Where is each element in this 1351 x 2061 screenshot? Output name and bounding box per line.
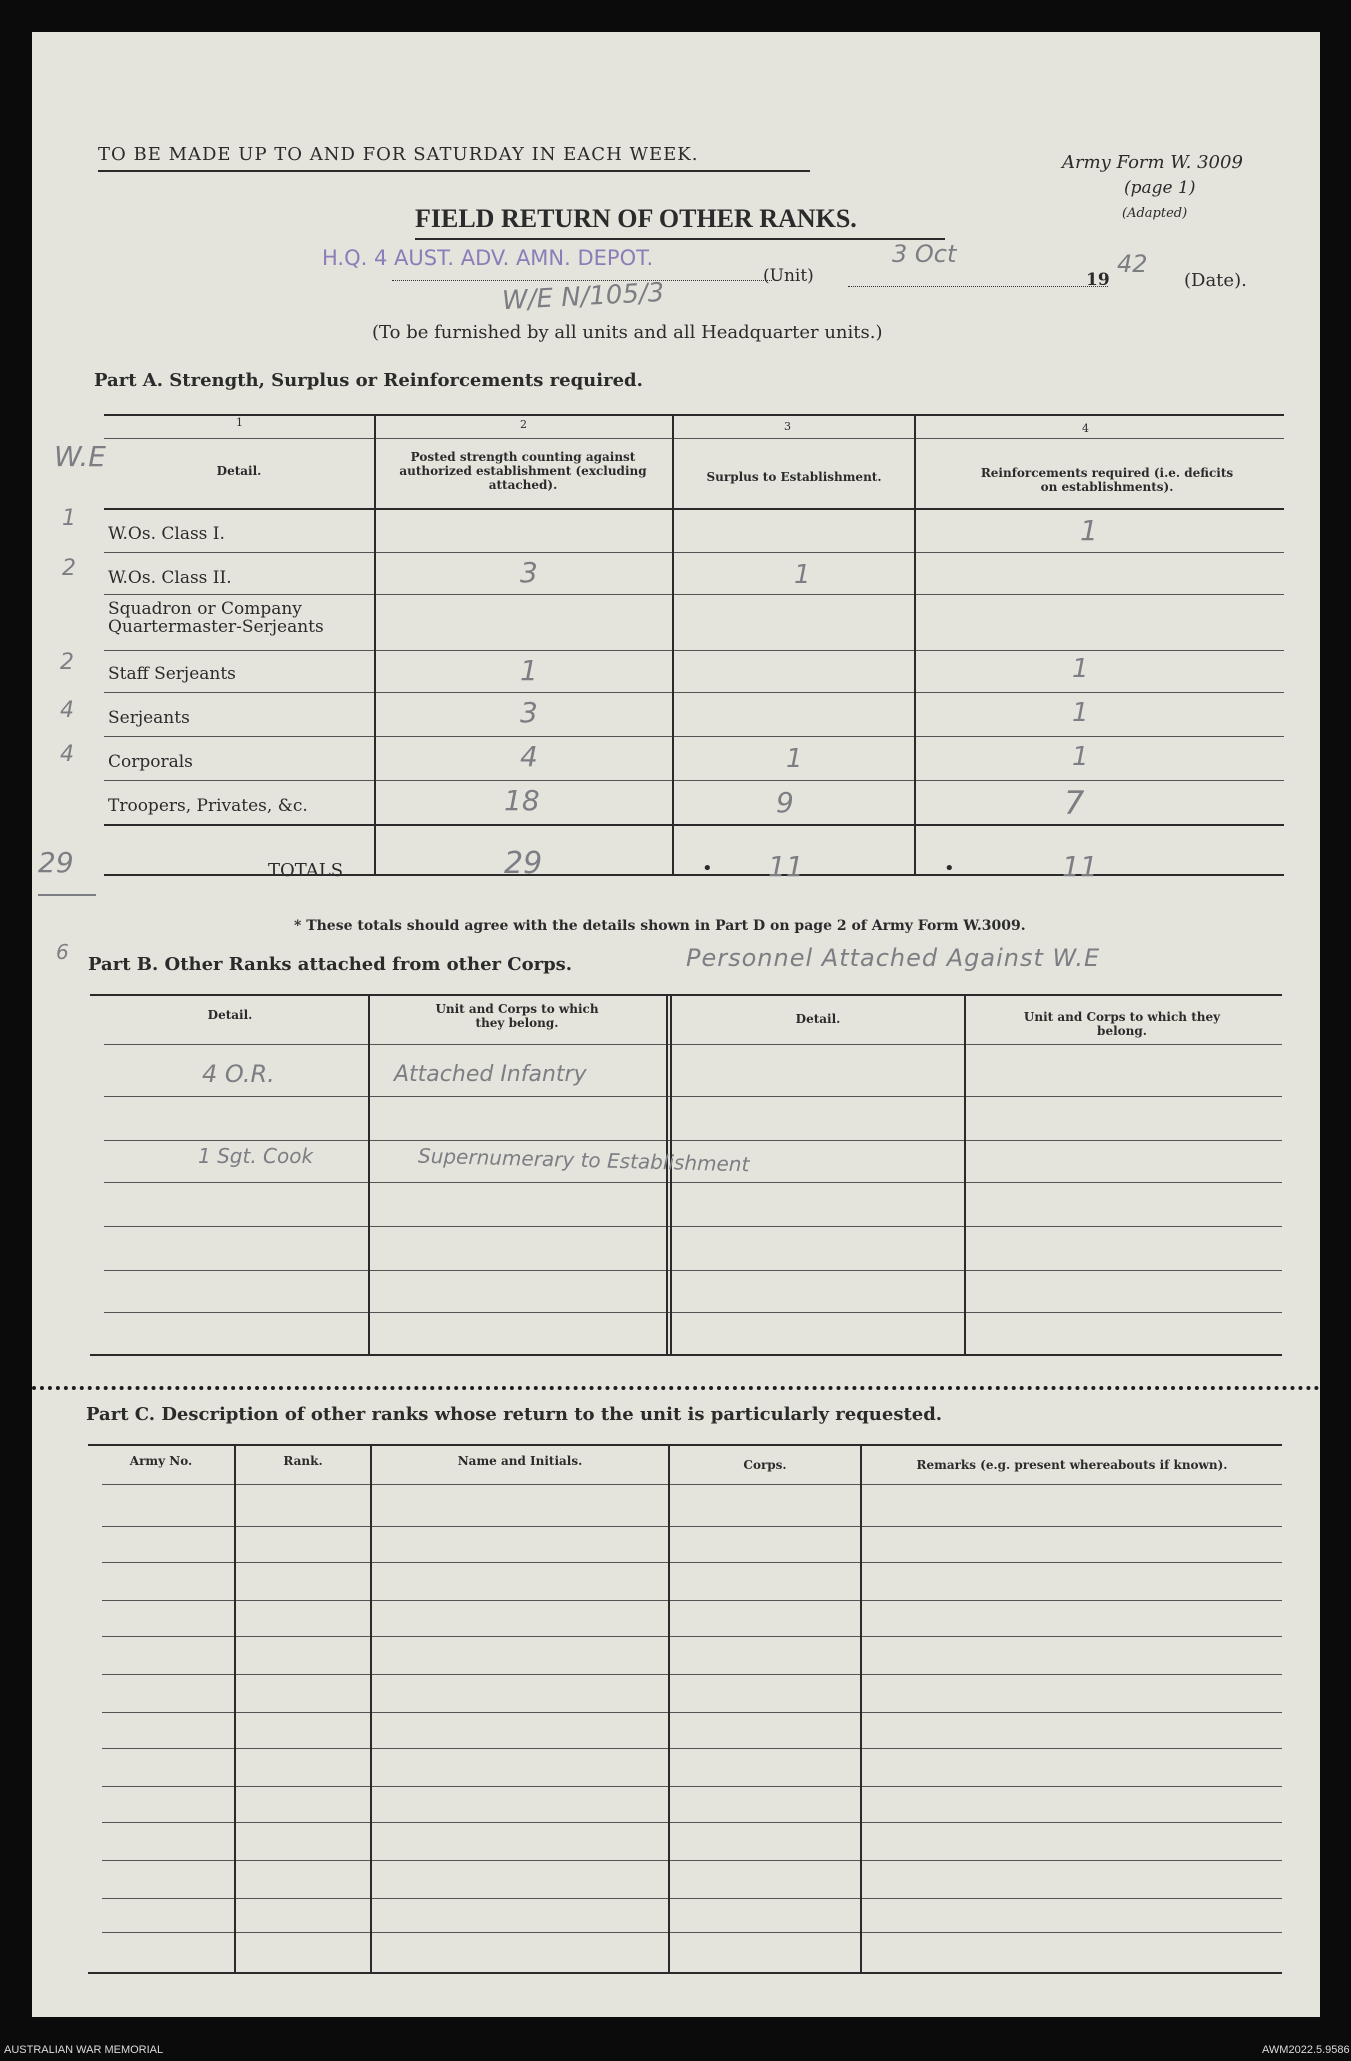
part-a-rule (104, 594, 1284, 595)
row-detail: Staff Serjeants (108, 664, 236, 684)
footer-catalog-id: AWM2022.5.9586 (1262, 2044, 1350, 2056)
row-posted: 1 (520, 654, 538, 687)
part-a-rule (104, 650, 1284, 651)
part-b-rule (104, 1226, 1282, 1227)
part-b-rule (104, 1096, 1282, 1097)
totals-posted: 29 (504, 846, 543, 881)
part-a-rule (104, 414, 1284, 416)
part-b-header: Unit and Corps to which they belong. (1023, 1010, 1221, 1038)
row-surplus: 1 (786, 744, 803, 774)
part-c-rule (102, 1712, 1282, 1713)
part-a-rule (104, 824, 1284, 826)
row-margin: 4 (60, 742, 74, 767)
part-a-col-number: 4 (1082, 422, 1089, 435)
part-c-col-rule (234, 1444, 236, 1972)
row-detail: W.Os. Class II. (108, 568, 232, 588)
part-a-footnote: * These totals should agree with the details shown in Part D on page 2 of Army Form W.3009. (294, 918, 1026, 934)
row-detail: Serjeants (108, 708, 190, 728)
part-b-header: Detail. (207, 1008, 253, 1022)
row-margin: 4 (60, 698, 74, 723)
totals-surplus-bullet: • (702, 858, 713, 879)
part-c-rule (102, 1786, 1282, 1787)
part-c-header: Remarks (e.g. present whereabouts if known). (916, 1458, 1228, 1472)
part-b-rule (104, 1044, 1282, 1045)
part-b-header: Detail. (795, 1012, 841, 1026)
row-reinforcements: 1 (1072, 654, 1089, 684)
form-title-underline (415, 238, 945, 240)
row-margin: 2 (60, 650, 74, 675)
row-reinforcements: 1 (1072, 742, 1089, 772)
part-a-col-number: 3 (784, 420, 791, 433)
row-detail: Corporals (108, 752, 193, 772)
totals-margin-underline (38, 894, 96, 896)
totals-surplus: 11 (768, 850, 804, 883)
part-c-col-rule (860, 1444, 862, 1972)
part-a-col-rule (374, 414, 376, 874)
part-b-entry-detail: 4 O.R. (202, 1060, 275, 1088)
part-b-rule (104, 1312, 1282, 1313)
part-b-rule (104, 1270, 1282, 1271)
part-c-rule (102, 1860, 1282, 1861)
form-adapted: (Adapted) (1122, 206, 1188, 221)
part-b-header: Unit and Corps to which they belong. (435, 1002, 599, 1030)
part-a-header-surplus: Surplus to Establishment. (706, 470, 882, 484)
part-c-header: Army No. (129, 1454, 193, 1468)
top-instruction-underline (98, 170, 810, 172)
part-a-header-posted: Posted strength counting against authorized establishment (excluding attached). (399, 450, 647, 492)
unit-dotted-line (392, 280, 772, 281)
part-c-title: Part C. Description of other ranks whose return to the unit is particularly requested. (86, 1404, 943, 1425)
totals-reinforcements: 11 (1062, 850, 1098, 883)
part-c-rule (102, 1898, 1282, 1899)
year-handwritten: 42 (1117, 250, 1148, 278)
part-c-rule (102, 1636, 1282, 1637)
form-sheet (32, 32, 1320, 2017)
row-detail: W.Os. Class I. (108, 524, 225, 544)
part-b-margin: 6 (56, 940, 69, 964)
part-c-col-rule (668, 1444, 670, 1972)
part-b-handwritten-note: Personnel Attached Against W.E (686, 944, 1101, 972)
part-b-col-rule (964, 994, 966, 1354)
part-a-header-reinforcements: Reinforcements required (i.e. deficits on establishments). (980, 466, 1234, 494)
totals-margin: 29 (38, 846, 74, 879)
date-label: (Date). (1184, 270, 1247, 291)
row-posted: 4 (520, 740, 538, 773)
row-detail: Squadron or Company Quartermaster-Serjeants (108, 599, 324, 637)
margin-we: W.E (54, 440, 106, 473)
part-c-header: Corps. (743, 1458, 787, 1472)
row-margin: 2 (62, 556, 76, 581)
part-b-entry-detail: 1 Sgt. Cook (198, 1144, 314, 1168)
unit-stamp: H.Q. 4 AUST. ADV. AMN. DEPOT. (322, 246, 654, 270)
footer-archive-name: AUSTRALIAN WAR MEMORIAL (4, 2044, 164, 2056)
form-id: Army Form W. 3009 (1062, 152, 1243, 173)
part-b-title: Part B. Other Ranks attached from other Corps. (88, 954, 573, 975)
row-reinforcements: 1 (1080, 514, 1098, 547)
part-b-entry-unit: Supernumerary to Establishment (417, 1143, 750, 1177)
row-posted: 3 (520, 696, 538, 729)
row-posted: 3 (520, 556, 538, 589)
part-c-rule (102, 1674, 1282, 1675)
part-c-header: Name and Initials. (457, 1454, 583, 1468)
part-a-rule (104, 438, 1284, 439)
date-dotted-line (848, 286, 1108, 287)
part-c-rule (102, 1526, 1282, 1527)
part-a-rule (104, 552, 1284, 553)
part-a-rule (104, 692, 1284, 693)
form-title: FIELD RETURN OF OTHER RANKS. (415, 204, 857, 233)
row-surplus: 9 (776, 786, 794, 819)
form-page: (page 1) (1124, 178, 1196, 198)
part-a-col-number: 2 (520, 418, 527, 431)
part-a-col-rule (914, 414, 916, 874)
part-c-rule (88, 1972, 1282, 1974)
unit-handwritten: W/E N/105/3 (501, 277, 665, 317)
part-c-rule (102, 1484, 1282, 1485)
part-b-col-rule (368, 994, 370, 1354)
row-margin: 1 (62, 506, 76, 531)
row-detail: Troopers, Privates, &c. (108, 796, 308, 816)
part-c-rule (102, 1562, 1282, 1563)
part-c-rule (102, 1822, 1282, 1823)
part-c-rule (102, 1748, 1282, 1749)
row-reinforcements: 7 (1064, 784, 1085, 822)
totals-reinf-bullet: • (944, 858, 955, 879)
part-b-entry-unit: Attached Infantry (394, 1062, 587, 1087)
part-c-col-rule (370, 1444, 372, 1972)
perforation-line (32, 1386, 1320, 1390)
part-b-rule (90, 994, 1282, 996)
part-b-rule (104, 1182, 1282, 1183)
row-posted: 18 (504, 784, 540, 817)
part-a-col-number: 1 (236, 416, 243, 429)
part-a-rule (104, 508, 1284, 510)
year-prefix: 19 (1086, 270, 1110, 290)
totals-label: TOTALS (268, 860, 344, 881)
date-handwritten: 3 Oct (892, 240, 957, 268)
part-a-rule (104, 780, 1284, 781)
part-a-title: Part A. Strength, Surplus or Reinforcements required. (94, 370, 643, 391)
part-c-rule (102, 1600, 1282, 1601)
row-surplus: 1 (794, 560, 811, 590)
part-b-rule (90, 1354, 1282, 1356)
unit-label: (Unit) (763, 266, 814, 286)
part-c-rule (102, 1932, 1282, 1933)
part-b-rule (104, 1140, 1282, 1141)
part-a-rule (104, 736, 1284, 737)
row-reinforcements: 1 (1072, 698, 1089, 728)
part-c-rule (88, 1444, 1282, 1446)
furnished-note: (To be furnished by all units and all Headquarter units.) (372, 322, 883, 343)
part-c-header: Rank. (283, 1454, 323, 1468)
top-instruction: TO BE MADE UP TO AND FOR SATURDAY IN EACH WEEK. (98, 144, 699, 165)
part-a-header-detail: Detail. (216, 464, 262, 478)
